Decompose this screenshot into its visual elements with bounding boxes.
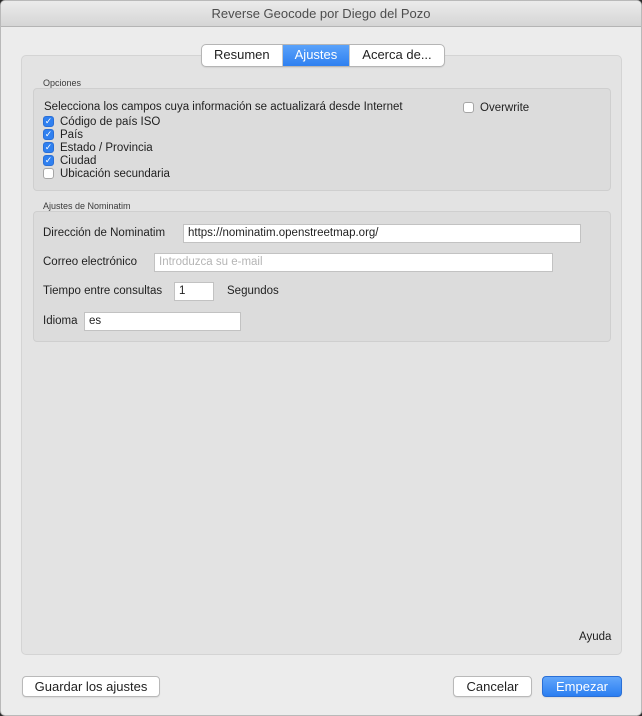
field-label-iso-code: Código de país ISO	[60, 115, 161, 128]
field-label-country: País	[60, 128, 84, 141]
language-field[interactable]: es	[84, 312, 241, 331]
overwrite-checkbox[interactable]	[463, 102, 474, 113]
nominatim-address-label: Dirección de Nominatim	[43, 227, 166, 239]
field-label-state: Estado / Provincia	[60, 141, 153, 154]
nominatim-address-field[interactable]: https://nominatim.openstreetmap.org/	[183, 224, 581, 243]
tab-resumen[interactable]: Resumen	[202, 45, 283, 66]
field-checkbox-country[interactable]	[43, 128, 83, 141]
email-field[interactable]: Introduzca su e-mail	[154, 253, 553, 272]
tab-bar	[201, 44, 445, 67]
field-label-city: Ciudad	[60, 154, 97, 167]
field-checkbox-sublocation[interactable]	[43, 167, 170, 180]
checkbox-empty[interactable]	[43, 168, 54, 179]
checkmark-icon[interactable]: ✓	[44, 129, 53, 139]
save-settings-button[interactable]: Guardar los ajustes	[22, 676, 160, 697]
field-checkbox-city[interactable]	[43, 154, 96, 167]
tab-acerca-de[interactable]: Acerca de...	[362, 47, 432, 62]
overwrite-label: Overwrite	[480, 101, 530, 114]
overwrite-checkbox-row[interactable]	[463, 101, 529, 114]
help-link[interactable]: Ayuda	[579, 631, 612, 643]
checkmark-icon[interactable]: ✓	[44, 142, 53, 152]
interval-field[interactable]: 1	[174, 282, 214, 301]
email-label: Correo electrónico	[43, 256, 137, 268]
nominatim-section-label: Ajustes de Nominatim	[43, 201, 131, 211]
cancel-button[interactable]: Cancelar	[453, 676, 532, 697]
interval-label: Tiempo entre consultas	[43, 285, 163, 297]
checkmark-icon[interactable]: ✓	[44, 155, 53, 165]
checkmark-icon[interactable]: ✓	[44, 116, 53, 126]
options-section-label: Opciones	[43, 78, 82, 88]
field-checkbox-state[interactable]	[43, 141, 153, 154]
tab-ajustes[interactable]: Ajustes	[283, 45, 351, 66]
language-label: Idioma	[43, 315, 78, 327]
field-checkbox-iso-code[interactable]	[43, 115, 160, 128]
interval-unit-label: Segundos	[227, 285, 279, 297]
start-button[interactable]: Empezar	[542, 676, 622, 697]
options-instruction: Selecciona los campos cuya información se actualizará desde Internet	[44, 101, 403, 113]
field-label-sublocation: Ubicación secundaria	[60, 167, 170, 180]
window-title: Reverse Geocode por Diego del Pozo	[1, 1, 641, 27]
